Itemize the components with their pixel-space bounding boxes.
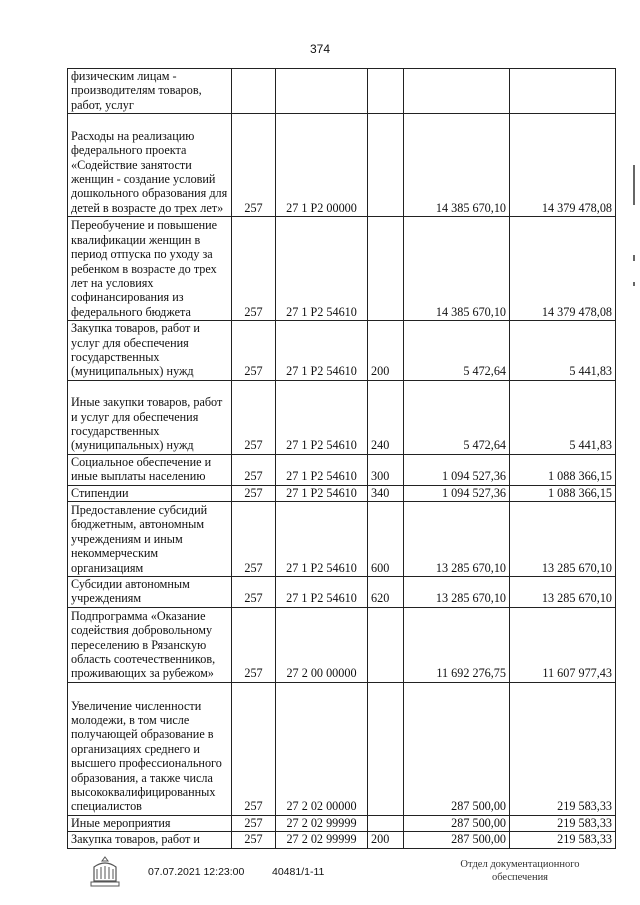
row-target-article-cell: 27 1 P2 54610 (276, 485, 368, 501)
row-amount-planned-cell: 287 500,00 (404, 832, 510, 848)
row-target-article-cell (276, 69, 368, 114)
footer-datetime: 07.07.2021 12:23:00 (148, 866, 245, 878)
row-target-article-cell: 27 1 P2 54610 (276, 577, 368, 608)
row-ved-code-cell: 257 (232, 454, 276, 485)
row-ved-code-cell: 257 (232, 682, 276, 815)
row-name-cell: Переобучение и повышение квалификации женщин в период отпуска по уходу за ребенком в возрасте до трех лет на условиях софинансирования из федерального бюджета (68, 217, 232, 321)
scan-margin-mark (633, 165, 635, 205)
row-name-cell: Субсидии автономным учреждениям (68, 577, 232, 608)
row-ved-code-cell: 257 (232, 321, 276, 381)
row-name-cell: Увеличение численности молодежи, в том числе получающей образование в организациях среднего и высшего профессионального образования, а также числа высококвалифицированных специалистов (68, 682, 232, 815)
row-amount-executed-cell: 219 583,33 (510, 682, 616, 815)
footer-department-stamp (445, 858, 595, 884)
row-target-article-cell: 27 1 P2 00000 (276, 114, 368, 217)
budget-table (67, 68, 616, 849)
row-amount-planned-cell: 1 094 527,36 (404, 485, 510, 501)
row-amount-executed-cell: 219 583,33 (510, 815, 616, 831)
row-name-cell: Иные мероприятия (68, 815, 232, 831)
scan-margin-mark (633, 255, 635, 261)
row-expense-type-cell: 340 (368, 485, 404, 501)
table-row (68, 832, 616, 848)
scan-margin-mark (633, 282, 635, 286)
row-ved-code-cell: 257 (232, 380, 276, 454)
table-row (68, 114, 616, 217)
row-name-cell: Закупка товаров, работ и (68, 832, 232, 848)
row-amount-planned-cell: 11 692 276,75 (404, 607, 510, 682)
row-target-article-cell: 27 2 02 99999 (276, 815, 368, 831)
row-amount-executed-cell: 1 088 366,15 (510, 485, 616, 501)
row-amount-executed-cell: 14 379 478,08 (510, 114, 616, 217)
table-row (68, 485, 616, 501)
footer-department-line2: обеспечения (491, 872, 549, 883)
row-expense-type-cell (368, 217, 404, 321)
row-amount-planned-cell: 5 472,64 (404, 380, 510, 454)
row-target-article-cell: 27 2 00 00000 (276, 607, 368, 682)
row-name-cell: Расходы на реализацию федерального проекта «Содействие занятости женщин - создание условий дошкольного образования для детей в возрасте до трех лет» (68, 114, 232, 217)
table-row (68, 380, 616, 454)
table-row (68, 502, 616, 577)
row-expense-type-cell: 200 (368, 321, 404, 381)
row-target-article-cell: 27 1 P2 54610 (276, 321, 368, 381)
row-expense-type-cell (368, 607, 404, 682)
row-ved-code-cell: 257 (232, 832, 276, 848)
row-amount-planned-cell: 287 500,00 (404, 815, 510, 831)
row-name-cell: Социальное обеспечение и иные выплаты населению (68, 454, 232, 485)
row-amount-executed-cell: 5 441,83 (510, 321, 616, 381)
table-row (68, 454, 616, 485)
row-expense-type-cell: 200 (368, 832, 404, 848)
row-amount-executed-cell (510, 69, 616, 114)
row-name-cell: Подпрограмма «Оказание содействия добровольному переселению в Рязанскую область соотечественников, проживающих за рубежом» (68, 607, 232, 682)
table-row (68, 682, 616, 815)
row-amount-executed-cell: 14 379 478,08 (510, 217, 616, 321)
row-amount-planned-cell: 13 285 670,10 (404, 502, 510, 577)
row-amount-executed-cell: 219 583,33 (510, 832, 616, 848)
row-ved-code-cell: 257 (232, 114, 276, 217)
row-amount-planned-cell: 14 385 670,10 (404, 114, 510, 217)
row-name-cell: Закупка товаров, работ и услуг для обеспечения государственных (муниципальных) нужд (68, 321, 232, 381)
row-name-cell: Стипендии (68, 485, 232, 501)
row-amount-executed-cell: 13 285 670,10 (510, 502, 616, 577)
row-expense-type-cell: 620 (368, 577, 404, 608)
row-ved-code-cell: 257 (232, 577, 276, 608)
table-row (68, 607, 616, 682)
row-target-article-cell: 27 2 02 00000 (276, 682, 368, 815)
row-target-article-cell: 27 1 P2 54610 (276, 380, 368, 454)
row-amount-planned-cell (404, 69, 510, 114)
row-expense-type-cell (368, 114, 404, 217)
row-amount-planned-cell: 287 500,00 (404, 682, 510, 815)
coat-of-arms-stamp-icon (88, 855, 122, 889)
row-expense-type-cell: 600 (368, 502, 404, 577)
table-row (68, 815, 616, 831)
page-number: 374 (309, 42, 331, 56)
row-ved-code-cell (232, 69, 276, 114)
footer-department-line1: Отдел документационного (460, 859, 580, 870)
budget-table-body (68, 69, 616, 849)
row-expense-type-cell (368, 69, 404, 114)
footer-doc-number: 40481/1-11 (272, 866, 325, 878)
row-ved-code-cell: 257 (232, 607, 276, 682)
row-target-article-cell: 27 1 P2 54610 (276, 217, 368, 321)
row-target-article-cell: 27 1 P2 54610 (276, 454, 368, 485)
row-amount-executed-cell: 11 607 977,43 (510, 607, 616, 682)
row-amount-executed-cell: 13 285 670,10 (510, 577, 616, 608)
table-row (68, 321, 616, 381)
table-row (68, 577, 616, 608)
row-name-cell: Предоставление субсидий бюджетным, автономным учреждениям и иным некоммерческим организациям (68, 502, 232, 577)
table-row (68, 69, 616, 114)
row-ved-code-cell: 257 (232, 815, 276, 831)
row-name-cell: физическим лицам - производителям товаров, работ, услуг (68, 69, 232, 114)
row-ved-code-cell: 257 (232, 485, 276, 501)
row-expense-type-cell (368, 815, 404, 831)
row-amount-planned-cell: 1 094 527,36 (404, 454, 510, 485)
table-row (68, 217, 616, 321)
row-amount-executed-cell: 1 088 366,15 (510, 454, 616, 485)
row-expense-type-cell: 300 (368, 454, 404, 485)
row-ved-code-cell: 257 (232, 217, 276, 321)
row-expense-type-cell: 240 (368, 380, 404, 454)
row-target-article-cell: 27 1 P2 54610 (276, 502, 368, 577)
row-amount-planned-cell: 14 385 670,10 (404, 217, 510, 321)
row-expense-type-cell (368, 682, 404, 815)
row-name-cell: Иные закупки товаров, работ и услуг для обеспечения государственных (муниципальных) нужд (68, 380, 232, 454)
row-amount-planned-cell: 5 472,64 (404, 321, 510, 381)
row-amount-planned-cell: 13 285 670,10 (404, 577, 510, 608)
row-ved-code-cell: 257 (232, 502, 276, 577)
row-target-article-cell: 27 2 02 99999 (276, 832, 368, 848)
row-amount-executed-cell: 5 441,83 (510, 380, 616, 454)
